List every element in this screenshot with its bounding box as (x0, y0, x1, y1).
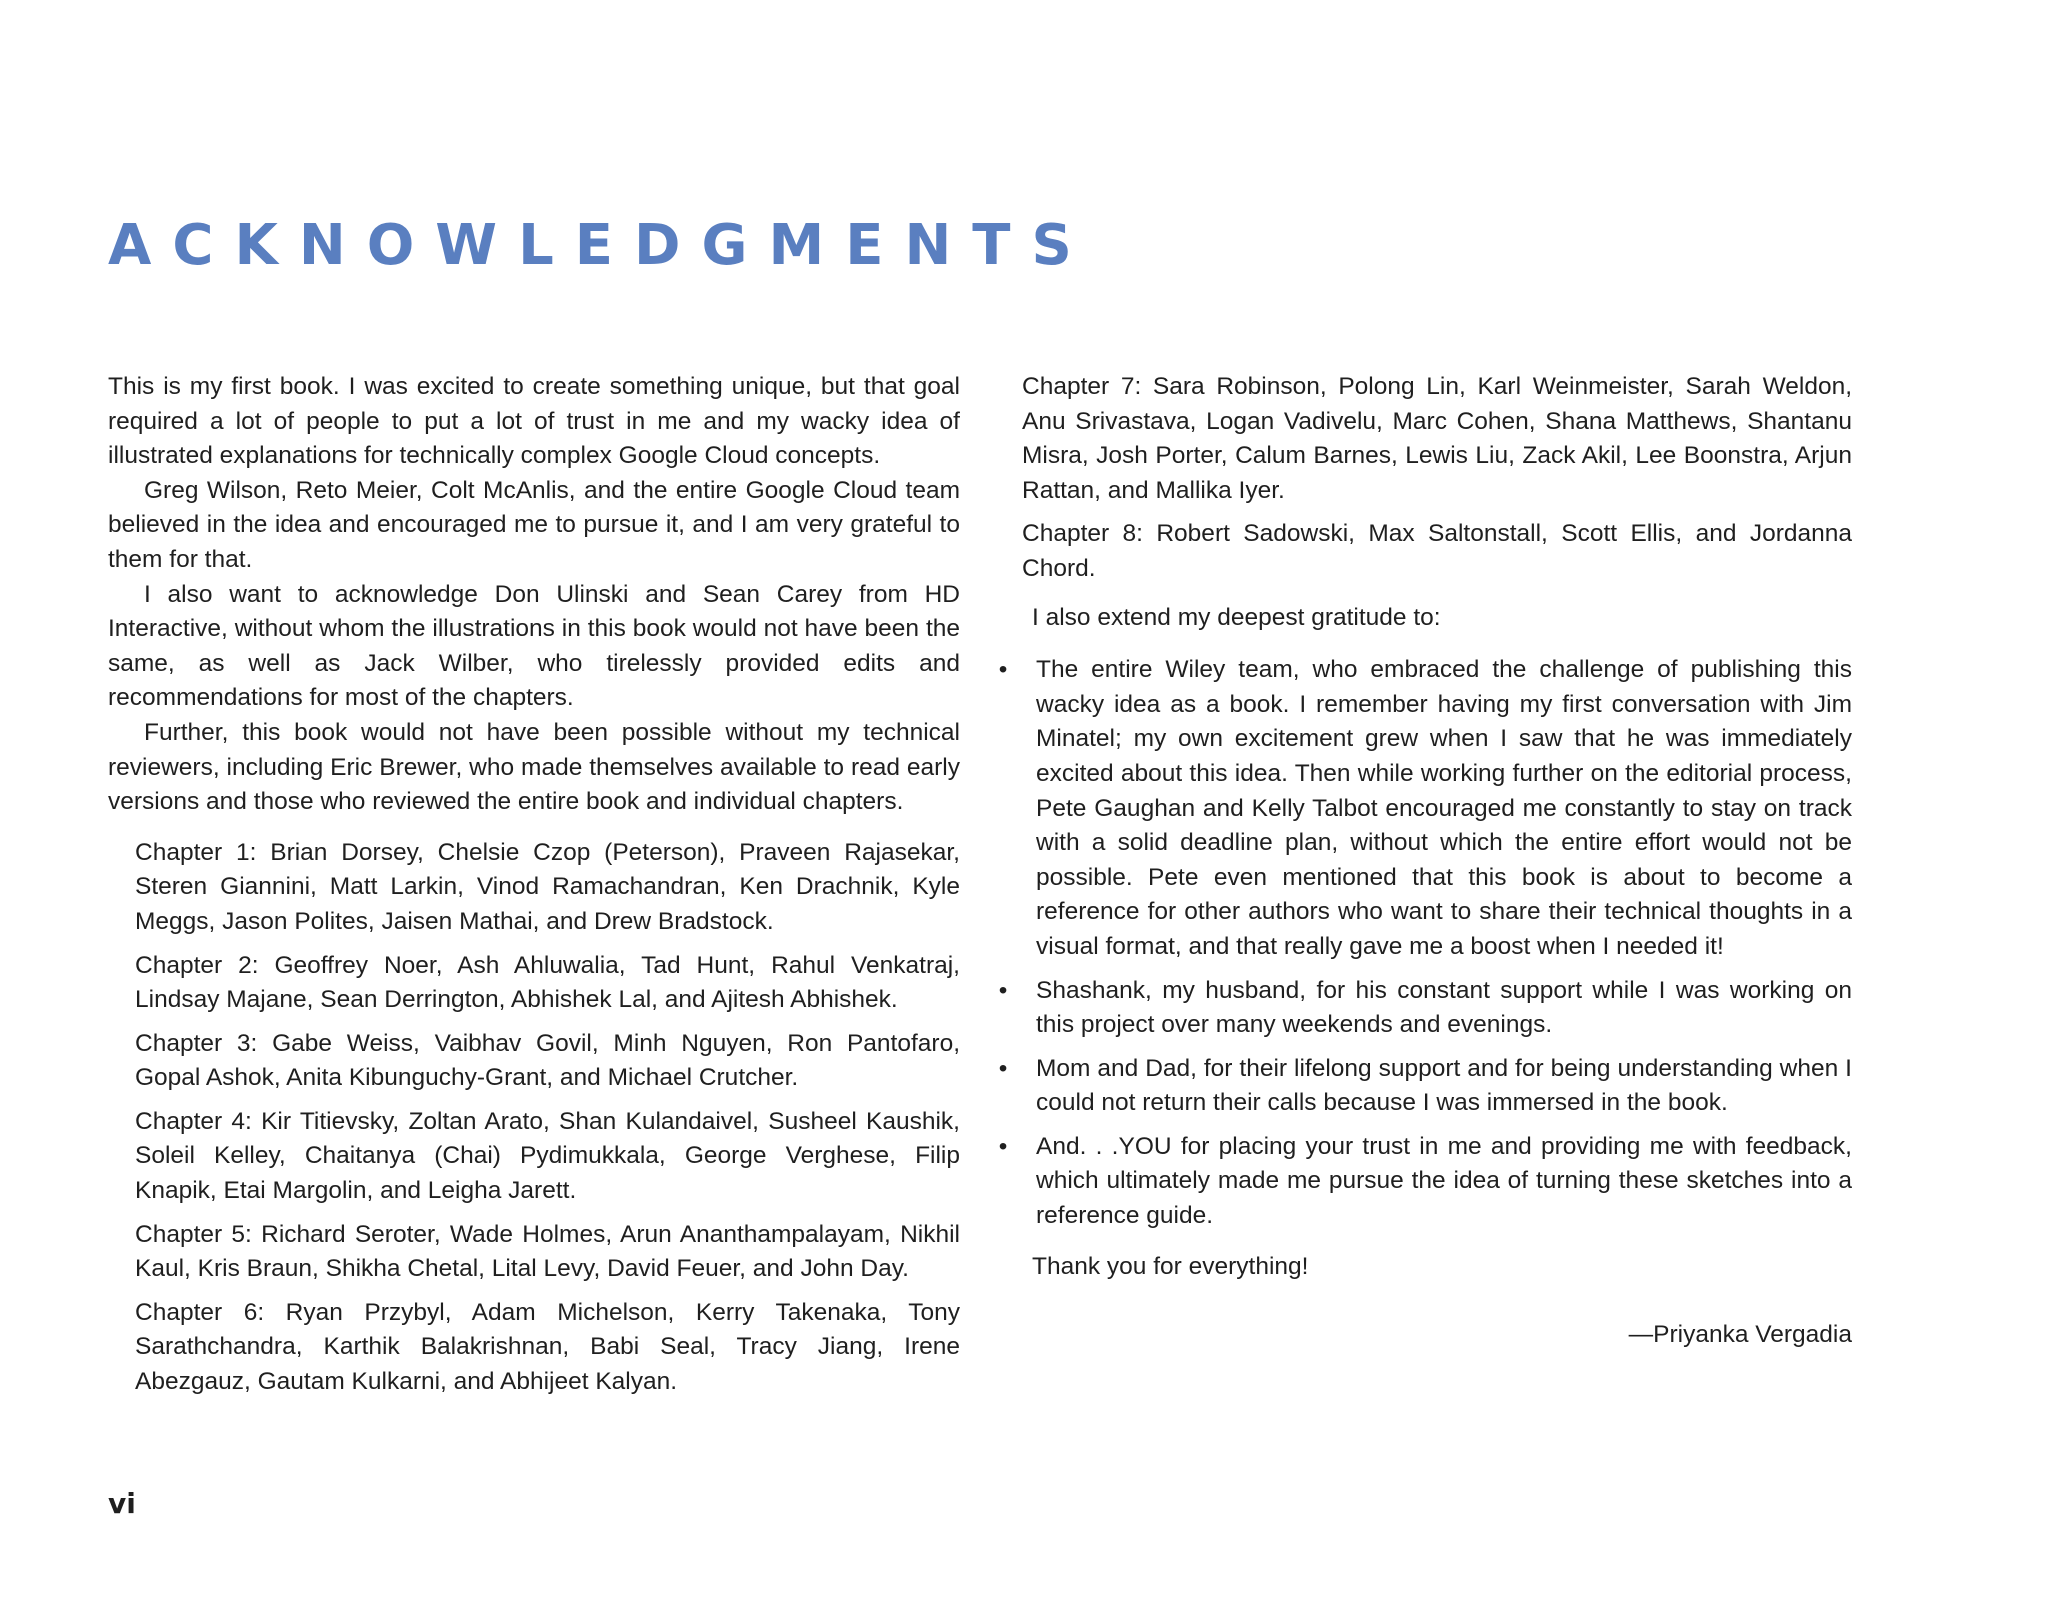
bullet-icon: • (998, 1132, 1008, 1160)
chapter-reviewers: Chapter 5: Richard Seroter, Wade Holmes, Arun Ananthampalayam, Nikhil Kaul, Kris Braun, Shikha Chetal, Lital Levy, David Feuer, and John Day. (135, 1220, 960, 1283)
chapter-reviewers: Chapter 1: Brian Dorsey, Chelsie Czop (Peterson), Praveen Rajasekar, Steren Giannini, Matt Larkin, Vinod Ramachandran, Ken Drachnik, Kyle Meggs, Jason Polites, Jaisen Mathai, and Drew Bradstock. (135, 838, 960, 935)
left-column (108, 370, 960, 1409)
list-item-text: The entire Wiley team, who embraced the challenge of publishing this wacky idea as a book. I remember having my first conversation with Jim Minatel; my own excitement grew when I saw that he was immediately excited about this idea. Then while working further on the editorial process, Pete Gaughan and Kelly Talbot encouraged me constantly to stay on track with a solid deadline plan, without which the entire effort would not be possible. Pete even mentioned that this book is about to become a reference for other authors who want to share their technical thoughts in a visual format, and that really gave me a boost when I needed it! (1036, 656, 1852, 960)
intro-section (108, 370, 960, 820)
page-number: vi (108, 1487, 136, 1520)
chapter-reviewers: Chapter 3: Gabe Weiss, Vaibhav Govil, Minh Nguyen, Ron Pantofaro, Gopal Ashok, Anita Kibunguchy-Grant, and Michael Crutcher. (135, 1029, 960, 1092)
list-item (998, 1130, 1852, 1234)
page-title: ACKNOWLEDGMENTS (108, 213, 1093, 278)
intro-paragraph: I also want to acknowledge Don Ulinski and Sean Carey from HD Interactive, without whom the illustrations in this book would not have been the same, as well as Jack Wilber, who tirelessly provided edits and recommendations for most of the chapters. (108, 580, 960, 712)
list-item-text: Shashank, my husband, for his constant support while I was working on this project over many weekends and evenings. (1036, 976, 1852, 1039)
gratitude-list (998, 653, 1852, 1234)
chapter-reviewers: Chapter 7: Sara Robinson, Polong Lin, Karl Weinmeister, Sarah Weldon, Anu Srivastava, Logan Vadivelu, Marc Cohen, Shana Matthews, Shantanu Misra, Josh Porter, Calum Barnes, Lewis Liu, Zack Akil, Lee Boonstra, Arjun Rattan, and Mallika Iyer. (1022, 373, 1852, 504)
closing-line: Thank you for everything! (1032, 1252, 1309, 1280)
right-column (998, 370, 1852, 1353)
intro-paragraph: Further, this book would not have been possible without my technical reviewers, including Eric Brewer, who made themselves available to read early versions and those who reviewed the entire book and individual chapters. (108, 718, 960, 816)
list-item-text: And. . .YOU for placing your trust in me and providing me with feedback, which ultimately made me pursue the idea of turning these sketches into a reference guide. (1036, 1132, 1852, 1230)
list-item-text: Mom and Dad, for their lifelong support and for being understanding when I could not return their calls because I was immersed in the book. (1036, 1054, 1852, 1117)
intro-paragraph: Greg Wilson, Reto Meier, Colt McAnlis, and the entire Google Cloud team believed in the idea and encouraged me to pursue it, and I am very grateful to them for that. (108, 476, 960, 573)
chapter-reviewers: Chapter 6: Ryan Przybyl, Adam Michelson, Kerry Takenaka, Tony Sarathchandra, Karthik Balakrishnan, Babi Seal, Tracy Jiang, Irene Abezgauz, Gautam Kulkarni, and Abhijeet Kalyan. (135, 1298, 960, 1396)
bullet-icon: • (998, 1054, 1008, 1082)
list-item (998, 1052, 1852, 1121)
list-item (998, 974, 1852, 1043)
chapter-reviewers-list (108, 836, 960, 1400)
chapter-reviewers: Chapter 4: Kir Titievsky, Zoltan Arato, Shan Kulandaivel, Susheel Kaushik, Soleil Kelley, Chaitanya (Chai) Pydimukkala, George Verghese, Filip Knapik, Etai Margolin, and Leigha Jarett. (135, 1107, 960, 1205)
intro-paragraph: This is my first book. I was excited to create something unique, but that goal required a lot of people to put a lot of trust in me and my wacky idea of illustrated explanations for technically complex Google Cloud concepts. (108, 373, 960, 470)
chapter-reviewers: Chapter 2: Geoffrey Noer, Ash Ahluwalia, Tad Hunt, Rahul Venkatraj, Lindsay Majane, Sean Derrington, Abhishek Lal, and Ajitesh Abhishek. (135, 951, 960, 1014)
gratitude-intro: I also extend my deepest gratitude to: (1032, 603, 1441, 631)
author-signature: —Priyanka Vergadia (1628, 1321, 1852, 1349)
list-item (998, 653, 1852, 964)
bullet-icon: • (998, 656, 1008, 684)
bullet-icon: • (998, 976, 1008, 1004)
chapter-reviewers: Chapter 8: Robert Sadowski, Max Saltonstall, Scott Ellis, and Jordanna Chord. (1022, 520, 1852, 582)
